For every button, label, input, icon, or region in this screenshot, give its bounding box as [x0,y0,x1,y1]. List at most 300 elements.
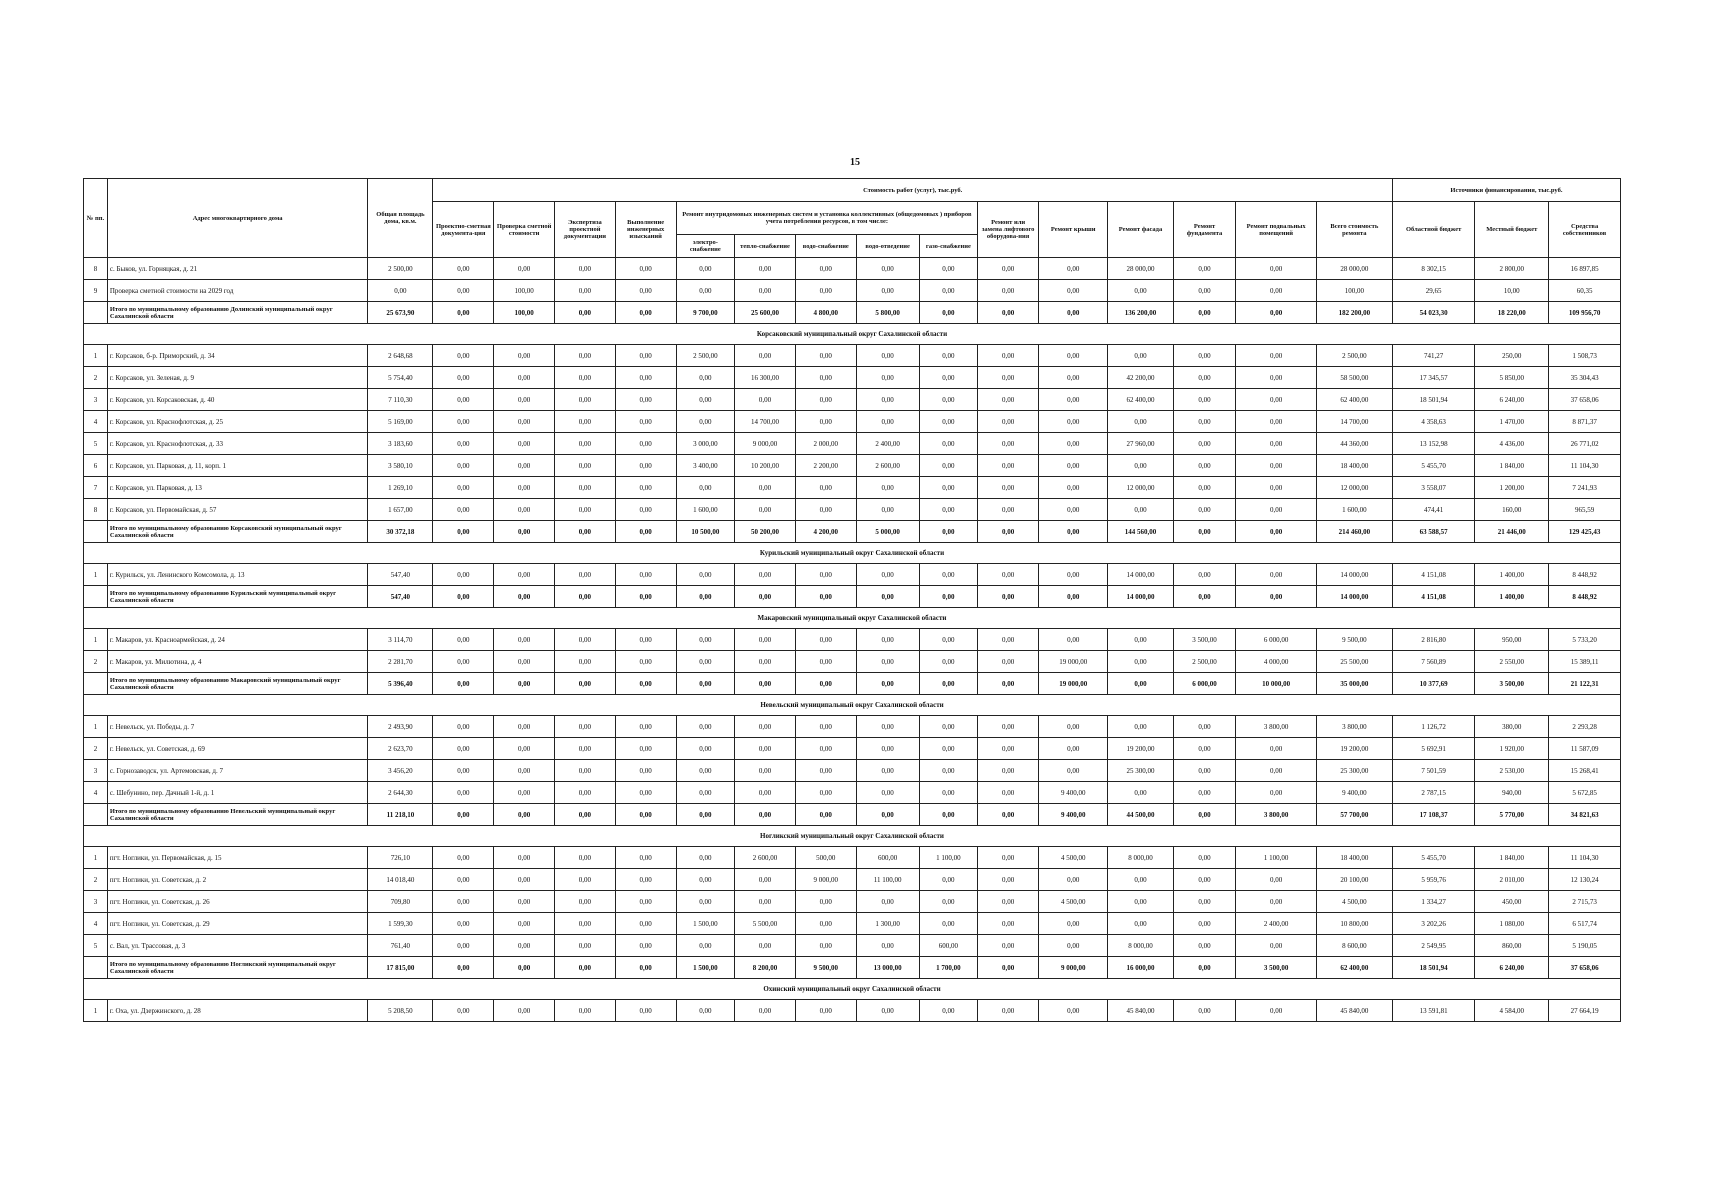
value-cell: 8 448,92 [1549,586,1621,608]
value-cell: 1 200,00 [1475,477,1549,499]
value-cell: 0,00 [1108,629,1173,651]
row-address: пгт. Ноглики, ул. Советская, д. 26 [107,891,367,913]
value-cell: 0,00 [978,913,1039,935]
value-cell: 25 500,00 [1316,651,1392,673]
value-cell: 0,00 [1108,913,1173,935]
row-address: г. Невельск, ул. Советская, д. 69 [107,738,367,760]
value-cell: 0,00 [555,345,616,367]
row-number [84,521,108,543]
value-cell: 2 530,00 [1475,760,1549,782]
value-cell: 2 500,00 [1173,651,1236,673]
value-cell: 25 600,00 [735,302,796,324]
value-cell: 15 268,41 [1549,760,1621,782]
value-cell: 0,00 [795,738,856,760]
row-address: с. Быков, ул. Горняцкая, д. 21 [107,258,367,280]
value-cell: 0,00 [555,477,616,499]
value-cell: 0,00 [978,804,1039,826]
value-cell: 0,00 [494,957,555,979]
value-cell: 0,00 [978,1000,1039,1022]
value-cell: 0,00 [1173,869,1236,891]
row-address: г. Корсаков, ул. Краснофлотская, д. 25 [107,411,367,433]
header-roof: Ремонт крыши [1038,202,1107,258]
value-cell: 0,00 [615,935,676,957]
value-cell: 0,00 [433,716,494,738]
table-row [84,345,1621,367]
value-cell: 0,00 [795,280,856,302]
section-title: Макаровский муниципальный округ Сахалинской области [84,608,1621,629]
value-cell: 0,00 [494,1000,555,1022]
value-cell: 2 623,70 [368,738,433,760]
value-cell: 0,00 [1236,477,1316,499]
value-cell: 2 800,00 [1475,258,1549,280]
value-cell: 0,00 [433,521,494,543]
header-lift: Ремонт или замена лифтового оборудова-ния [978,202,1039,258]
value-cell: 2 493,90 [368,716,433,738]
value-cell: 18 400,00 [1316,847,1392,869]
value-cell: 3 558,07 [1392,477,1474,499]
header-electric: электро-снабжение [676,235,735,258]
table-row [84,389,1621,411]
value-cell: 0,00 [1236,389,1316,411]
value-cell: 0,00 [555,935,616,957]
value-cell: 0,00 [735,673,796,695]
section-row [84,695,1621,716]
value-cell: 2 816,80 [1392,629,1474,651]
value-cell: 62 400,00 [1316,389,1392,411]
value-cell: 0,00 [856,258,919,280]
table-row [84,869,1621,891]
value-cell: 25 300,00 [1108,760,1173,782]
table-row [84,891,1621,913]
value-cell: 741,27 [1392,345,1474,367]
value-cell: 0,00 [735,629,796,651]
value-cell: 0,00 [494,477,555,499]
section-row [84,826,1621,847]
value-cell: 19 000,00 [1038,673,1107,695]
value-cell: 0,00 [1236,891,1316,913]
row-address: Итого по муниципальному образованию Макаровский муниципальный округ Сахалинской области [107,673,367,695]
value-cell: 0,00 [1038,716,1107,738]
value-cell: 0,00 [494,716,555,738]
value-cell: 0,00 [735,869,796,891]
value-cell: 0,00 [433,564,494,586]
value-cell: 5 672,85 [1549,782,1621,804]
value-cell: 2 010,00 [1475,869,1549,891]
value-cell: 0,00 [735,477,796,499]
value-cell: 1 700,00 [919,957,978,979]
value-cell: 0,00 [615,302,676,324]
value-cell: 0,00 [856,673,919,695]
table-row [84,411,1621,433]
table-row [84,629,1621,651]
value-cell: 0,00 [919,782,978,804]
value-cell: 0,00 [433,935,494,957]
value-cell: 0,00 [978,455,1039,477]
value-cell: 0,00 [615,258,676,280]
value-cell: 0,00 [1173,913,1236,935]
value-cell: 58 500,00 [1316,367,1392,389]
value-cell: 9 000,00 [735,433,796,455]
value-cell: 0,00 [494,804,555,826]
value-cell: 0,00 [494,869,555,891]
value-cell: 5 500,00 [735,913,796,935]
value-cell: 25 673,90 [368,302,433,324]
row-number [84,957,108,979]
value-cell: 1 508,73 [1549,345,1621,367]
row-number [84,586,108,608]
value-cell: 0,00 [1108,455,1173,477]
value-cell: 0,00 [433,891,494,913]
value-cell: 0,00 [433,804,494,826]
value-cell: 28 000,00 [1108,258,1173,280]
value-cell: 0,00 [1108,651,1173,673]
value-cell: 0,00 [978,760,1039,782]
value-cell: 0,00 [735,891,796,913]
value-cell: 0,00 [735,935,796,957]
value-cell: 0,00 [433,1000,494,1022]
value-cell: 0,00 [433,782,494,804]
value-cell: 0,00 [1173,738,1236,760]
header-gas: газо-снабжение [919,235,978,258]
value-cell: 17 815,00 [368,957,433,979]
table-row [84,258,1621,280]
value-cell: 0,00 [433,499,494,521]
value-cell: 0,00 [978,891,1039,913]
row-address: с. Вал, ул. Трассовая, д. 3 [107,935,367,957]
value-cell: 0,00 [795,651,856,673]
value-cell: 3 500,00 [1173,629,1236,651]
value-cell: 0,00 [919,586,978,608]
value-cell: 0,00 [555,913,616,935]
value-cell: 0,00 [1173,345,1236,367]
value-cell: 0,00 [919,869,978,891]
value-cell: 0,00 [433,629,494,651]
value-cell: 100,00 [1316,280,1392,302]
value-cell: 5 754,40 [368,367,433,389]
value-cell: 0,00 [735,804,796,826]
value-cell: 0,00 [433,345,494,367]
value-cell: 160,00 [1475,499,1549,521]
value-cell: 0,00 [919,913,978,935]
value-cell: 44 500,00 [1108,804,1173,826]
value-cell: 0,00 [1173,760,1236,782]
row-address: г. Курильск, ул. Ленинского Комсомола, д. 13 [107,564,367,586]
section-row [84,324,1621,345]
row-number: 6 [84,455,108,477]
value-cell: 726,10 [368,847,433,869]
value-cell: 0,00 [919,760,978,782]
value-cell: 0,00 [676,629,735,651]
value-cell: 0,00 [856,782,919,804]
value-cell: 0,00 [433,280,494,302]
value-cell: 0,00 [795,782,856,804]
value-cell: 0,00 [494,455,555,477]
value-cell: 0,00 [978,433,1039,455]
row-address: г. Корсаков, ул. Зеленая, д. 9 [107,367,367,389]
value-cell: 0,00 [433,913,494,935]
value-cell: 6 517,74 [1549,913,1621,935]
row-number [84,804,108,826]
value-cell: 2 600,00 [856,455,919,477]
value-cell: 0,00 [615,782,676,804]
row-number: 3 [84,760,108,782]
value-cell: 0,00 [615,367,676,389]
value-cell: 0,00 [676,564,735,586]
section-row [84,979,1621,1000]
value-cell: 0,00 [615,760,676,782]
value-cell: 0,00 [1038,760,1107,782]
value-cell: 25 300,00 [1316,760,1392,782]
value-cell: 0,00 [978,586,1039,608]
value-cell: 0,00 [676,760,735,782]
value-cell: 0,00 [1173,957,1236,979]
value-cell: 0,00 [795,891,856,913]
value-cell: 0,00 [1236,433,1316,455]
value-cell: 0,00 [615,389,676,411]
row-address: Итого по муниципальному образованию Курильский муниципальный округ Сахалинской области [107,586,367,608]
value-cell: 0,00 [1038,345,1107,367]
value-cell: 0,00 [433,651,494,673]
value-cell: 9 400,00 [1316,782,1392,804]
value-cell: 1 500,00 [676,957,735,979]
value-cell: 0,00 [856,804,919,826]
value-cell: 0,00 [1038,367,1107,389]
value-cell: 4 151,08 [1392,586,1474,608]
value-cell: 0,00 [433,673,494,695]
value-cell: 0,00 [494,586,555,608]
value-cell: 10 200,00 [735,455,796,477]
value-cell: 0,00 [1038,935,1107,957]
row-number: 1 [84,716,108,738]
value-cell: 0,00 [615,847,676,869]
value-cell: 62 400,00 [1108,389,1173,411]
value-cell: 16 897,85 [1549,258,1621,280]
value-cell: 0,00 [978,280,1039,302]
value-cell: 0,00 [856,389,919,411]
value-cell: 0,00 [494,411,555,433]
value-cell: 35 304,43 [1549,367,1621,389]
row-address: г. Макаров, ул. Милютина, д. 4 [107,651,367,673]
value-cell: 8 448,92 [1549,564,1621,586]
value-cell: 0,00 [795,913,856,935]
value-cell: 0,00 [1173,280,1236,302]
value-cell: 129 425,43 [1549,521,1621,543]
value-cell: 0,00 [615,499,676,521]
value-cell: 0,00 [555,957,616,979]
value-cell: 44 360,00 [1316,433,1392,455]
value-cell: 1 334,27 [1392,891,1474,913]
value-cell: 0,00 [433,389,494,411]
value-cell: 14 000,00 [1108,564,1173,586]
value-cell: 37 658,06 [1549,389,1621,411]
value-cell: 0,00 [1108,891,1173,913]
value-cell: 0,00 [1236,1000,1316,1022]
value-cell: 0,00 [676,651,735,673]
table-row [84,935,1621,957]
header-basement: Ремонт подвальных помещений [1236,202,1316,258]
value-cell: 60,35 [1549,280,1621,302]
value-cell: 0,00 [1173,935,1236,957]
value-cell: 19 000,00 [1038,651,1107,673]
value-cell: 1 657,00 [368,499,433,521]
value-cell: 0,00 [676,738,735,760]
value-cell: 0,00 [919,367,978,389]
page-number: 15 [850,157,860,168]
header-num: № пп. [84,179,108,258]
value-cell: 0,00 [615,957,676,979]
row-address: Итого по муниципальному образованию Долинский муниципальный округ Сахалинской области [107,302,367,324]
value-cell: 0,00 [1038,738,1107,760]
value-cell: 0,00 [615,1000,676,1022]
value-cell: 6 000,00 [1236,629,1316,651]
value-cell: 0,00 [1173,782,1236,804]
value-cell: 0,00 [615,586,676,608]
value-cell: 2 500,00 [368,258,433,280]
value-cell: 8 302,15 [1392,258,1474,280]
value-cell: 5 770,00 [1475,804,1549,826]
value-cell: 4 200,00 [795,521,856,543]
value-cell: 0,00 [1173,302,1236,324]
header-total: Всего стоимость ремонта [1316,202,1392,258]
value-cell: 14 018,40 [368,869,433,891]
value-cell: 380,00 [1475,716,1549,738]
row-number: 2 [84,651,108,673]
value-cell: 0,00 [433,738,494,760]
value-cell: 0,00 [978,869,1039,891]
value-cell: 1 840,00 [1475,455,1549,477]
value-cell: 0,00 [555,651,616,673]
header-cost-group: Стоимость работ (услуг), тыс.руб. [433,179,1392,202]
total-row [84,673,1621,695]
value-cell: 0,00 [856,629,919,651]
value-cell: 0,00 [795,935,856,957]
value-cell: 0,00 [1236,564,1316,586]
value-cell: 0,00 [494,521,555,543]
value-cell: 63 588,57 [1392,521,1474,543]
value-cell: 0,00 [1173,891,1236,913]
value-cell: 54 023,30 [1392,302,1474,324]
value-cell: 7 110,30 [368,389,433,411]
value-cell: 0,00 [735,586,796,608]
value-cell: 0,00 [555,302,616,324]
row-address: пгт. Ноглики, ул. Советская, д. 2 [107,869,367,891]
value-cell: 1 080,00 [1475,913,1549,935]
value-cell: 0,00 [978,629,1039,651]
value-cell: 4 151,08 [1392,564,1474,586]
value-cell: 0,00 [1038,499,1107,521]
value-cell: 0,00 [856,477,919,499]
value-cell: 0,00 [856,367,919,389]
value-cell: 3 456,20 [368,760,433,782]
value-cell: 0,00 [615,411,676,433]
value-cell: 0,00 [919,629,978,651]
value-cell: 0,00 [919,564,978,586]
value-cell: 0,00 [735,1000,796,1022]
value-cell: 0,00 [795,716,856,738]
value-cell: 11 587,09 [1549,738,1621,760]
total-row [84,957,1621,979]
value-cell: 0,00 [494,433,555,455]
value-cell: 0,00 [1173,847,1236,869]
value-cell: 761,40 [368,935,433,957]
value-cell: 3 500,00 [1236,957,1316,979]
value-cell: 12 000,00 [1316,477,1392,499]
table-row [84,782,1621,804]
value-cell: 0,00 [978,345,1039,367]
row-number: 9 [84,280,108,302]
value-cell: 0,00 [555,367,616,389]
value-cell: 1 100,00 [1236,847,1316,869]
value-cell: 0,00 [494,847,555,869]
value-cell: 0,00 [856,280,919,302]
value-cell: 27 664,19 [1549,1000,1621,1022]
value-cell: 0,00 [978,738,1039,760]
value-cell: 0,00 [856,586,919,608]
value-cell: 0,00 [978,651,1039,673]
table-header [84,179,1621,258]
value-cell: 1 920,00 [1475,738,1549,760]
value-cell: 0,00 [735,738,796,760]
value-cell: 3 000,00 [676,433,735,455]
row-number: 5 [84,433,108,455]
value-cell: 0,00 [1038,302,1107,324]
value-cell: 5 733,20 [1549,629,1621,651]
value-cell: 0,00 [856,738,919,760]
value-cell: 0,00 [735,499,796,521]
table-row [84,564,1621,586]
value-cell: 2 400,00 [1236,913,1316,935]
value-cell: 42 200,00 [1108,367,1173,389]
row-address: с. Шебунино, пер. Дачный 1-й, д. 1 [107,782,367,804]
value-cell: 0,00 [978,367,1039,389]
value-cell: 19 200,00 [1316,738,1392,760]
row-number [84,302,108,324]
value-cell: 5 455,70 [1392,455,1474,477]
value-cell: 0,00 [676,935,735,957]
value-cell: 0,00 [856,891,919,913]
value-cell: 0,00 [978,477,1039,499]
value-cell: 0,00 [978,935,1039,957]
value-cell: 0,00 [735,564,796,586]
value-cell: 1 400,00 [1475,586,1549,608]
value-cell: 0,00 [433,586,494,608]
value-cell: 7 501,59 [1392,760,1474,782]
value-cell: 9 000,00 [1038,957,1107,979]
value-cell: 3 800,00 [1236,716,1316,738]
value-cell: 0,00 [1173,564,1236,586]
value-cell: 0,00 [555,258,616,280]
value-cell: 20 100,00 [1316,869,1392,891]
row-address: г. Корсаков, ул. Парковая, д. 11, корп. 1 [107,455,367,477]
header-heat: тепло-снабжение [735,235,796,258]
value-cell: 0,00 [856,564,919,586]
value-cell: 860,00 [1475,935,1549,957]
value-cell: 4 000,00 [1236,651,1316,673]
value-cell: 5 208,50 [368,1000,433,1022]
table-row [84,738,1621,760]
value-cell: 2 500,00 [676,345,735,367]
value-cell: 0,00 [735,258,796,280]
value-cell: 8 871,37 [1549,411,1621,433]
value-cell: 0,00 [433,455,494,477]
value-cell: 28 000,00 [1316,258,1392,280]
section-title: Ногликский муниципальный округ Сахалинской области [84,826,1621,847]
row-number: 5 [84,935,108,957]
value-cell: 0,00 [555,586,616,608]
value-cell: 547,40 [368,564,433,586]
value-cell: 0,00 [795,345,856,367]
row-address: г. Корсаков, ул. Корсаковская, д. 40 [107,389,367,411]
